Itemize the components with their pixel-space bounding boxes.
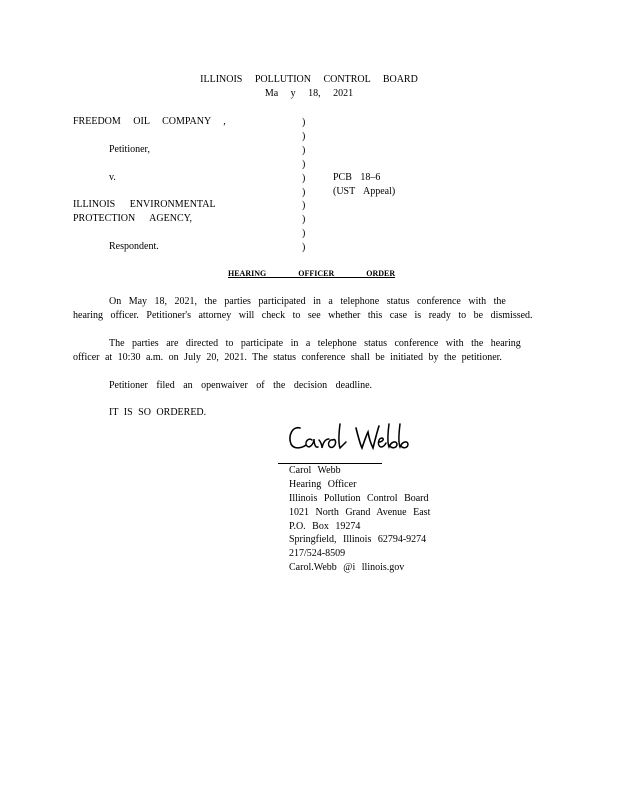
signer-city: Springfield, Illinois 62794-9274 — [289, 534, 427, 546]
signer-organization: Illinois Pollution Control Board — [289, 492, 429, 504]
case-type: (UST Appeal) — [333, 186, 396, 197]
petitioner-role: Petitioner, — [109, 144, 150, 155]
versus: v. — [109, 172, 116, 183]
paragraph-1-line-2: hearing officer. Petitioner's attorney will check to see whether this case is ready to be dismissed. — [73, 310, 533, 321]
paragraph-1-line-1: On May 18, 2021, the parties participated in a telephone status conference with the — [109, 296, 506, 307]
signer-po-box: P.O. Box 19274 — [289, 520, 361, 532]
signer-phone: 217/524-8509 — [289, 548, 346, 560]
signer-title: Hearing Officer — [289, 478, 357, 490]
signer-name: Carol Webb — [289, 465, 341, 476]
paragraph-3: Petitioner filed an openwaiver of the decision deadline. — [109, 380, 373, 391]
signer-address: 1021 North Grand Avenue East — [289, 506, 431, 518]
paragraph-4: IT IS SO ORDERED. — [109, 407, 207, 418]
order-title: HEARING OFFICER ORDER — [228, 269, 396, 278]
petitioner-name: FREEDOM OIL COMPANY , — [73, 116, 226, 127]
handwritten-signature — [286, 418, 416, 458]
respondent-line-2: PROTECTION AGENCY, — [73, 213, 193, 224]
caption-parentheses: ) ) ) ) ) ) ) ) ) ) — [302, 117, 306, 254]
respondent-role: Respondent. — [109, 241, 159, 252]
order-date: Ma y 18, 2021 — [264, 88, 354, 99]
board-title: ILLINOIS POLLUTION CONTROL BOARD — [200, 74, 418, 85]
case-number: PCB 18–6 — [333, 172, 381, 183]
paragraph-2-line-1: The parties are directed to participate in a telephone status conference with the hearing — [109, 338, 521, 349]
paragraph-2-line-2: officer at 10:30 a.m. on July 20, 2021. The status conference shall be initiated by the petitioner. — [73, 352, 502, 363]
signer-email[interactable]: Carol.Webb @i llinois.gov — [289, 562, 405, 574]
respondent-line-1: ILLINOIS ENVIRONMENTAL — [73, 199, 216, 210]
signature-block — [289, 464, 430, 575]
